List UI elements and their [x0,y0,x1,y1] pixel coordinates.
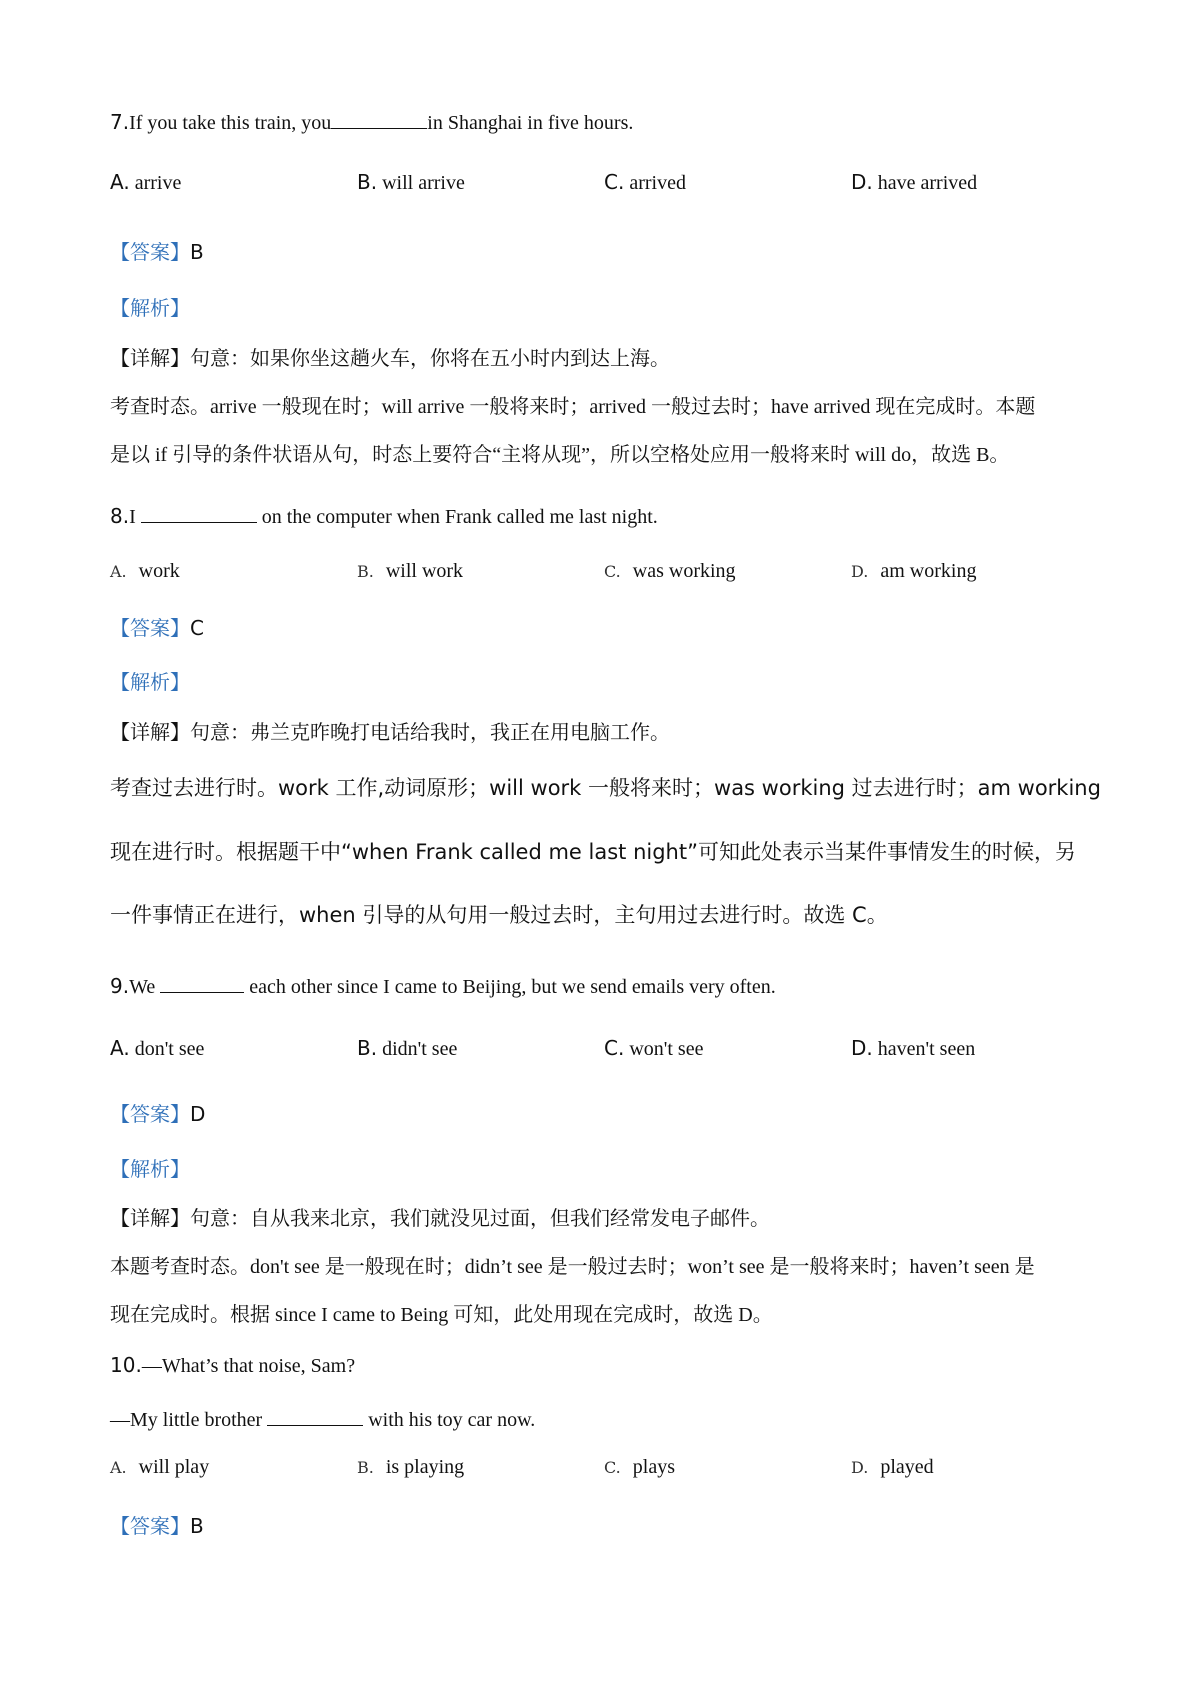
q9-answer [110,1098,205,1127]
q8-detail: 【详解】句意：弗兰克昨晚打电话给我时，我正在用电脑工作。 [110,722,670,744]
q9-explain-line-1: 本题考查时态。don't see 是一般现在时；didn’t see 是一般过去时；won’t see 是一般将来时；haven’t seen 是 [110,1256,1035,1278]
q7-stem-after: in Shanghai in five hours. [427,112,634,134]
q7-stem-before: If you take this train, you [129,112,332,134]
q9-option-c: C. won't see [604,1036,704,1060]
q9-answer-tag: 【答案】 [110,1102,190,1126]
q10-answer-tag: 【答案】 [110,1514,190,1538]
q7-answer [110,236,204,265]
q10-stem-2-after: with his toy car now. [363,1409,536,1431]
q9-option-b: B. didn't see [357,1036,458,1060]
q10-options [110,1456,1100,1486]
q9-options [110,1036,1100,1066]
q9-stem [110,974,776,999]
q8-answer-value: C [190,616,204,640]
q10-option-d: D. played [851,1456,934,1478]
q7-stem [110,110,633,135]
q7-option-d: D. have arrived [851,170,978,194]
q8-stem [110,504,658,529]
q7-explain-line-2: 是以 if 引导的条件状语从句，时态上要符合“主将从现”，所以空格处应用一般将来时 will do，故选 B。 [110,444,1010,466]
q10-stem-1: —What’s that noise, Sam? [141,1355,356,1377]
q8-explain-line-2: 现在进行时。根据题干中“when Frank called me last night”可知此处表示当某件事情发生的时候，另 [110,840,1076,864]
q9-stem-before: We [129,976,161,998]
q8-blank [141,506,257,523]
q7-options [110,170,1100,200]
q9-blank [160,976,244,993]
q7-number: 7. [110,110,130,134]
q9-analysis-tag: 【解析】 [110,1157,190,1181]
q8-stem-before: I [129,506,141,528]
q8-explain-line-1: 考查过去进行时。work 工作,动词原形；will work 一般将来时；was working 过去进行时；am working [110,776,1101,800]
q7-answer-value: B [190,240,204,264]
q9-explain-line-2: 现在完成时。根据 since I came to Being 可知，此处用现在完成时，故选 D。 [110,1304,773,1326]
q8-option-b: B. will work [357,560,464,582]
q9-option-a: A. don't see [110,1036,205,1060]
q10-answer [110,1510,204,1539]
q7-blank [331,112,427,129]
q8-option-d: D. am working [851,560,977,582]
q9-option-d: D. haven't seen [851,1036,976,1060]
q7-answer-tag: 【答案】 [110,240,190,264]
q8-option-c: C. was working [604,560,736,582]
q8-answer-tag: 【答案】 [110,616,190,640]
q9-detail: 【详解】句意：自从我来北京，我们就没见过面，但我们经常发电子邮件。 [110,1208,770,1230]
q7-option-b: B. will arrive [357,170,465,194]
q9-number: 9. [110,974,130,998]
q10-blank [267,1409,363,1426]
q7-detail: 【详解】句意：如果你坐这趟火车，你将在五小时内到达上海。 [110,348,670,370]
q10-option-a: A. will play [110,1456,210,1478]
q7-explain-line-1: 考查时态。arrive 一般现在时；will arrive 一般将来时；arrived 一般过去时；have arrived 现在完成时。本题 [110,396,1036,418]
q10-stem-2-before: —My little brother [110,1409,268,1431]
q7-option-c: C. arrived [604,170,686,194]
q7-option-a: A. arrive [110,170,182,194]
q10-stem-line-1 [110,1353,355,1378]
q9-stem-after: each other since I came to Beijing, but we send emails very often. [244,976,776,998]
q10-answer-value: B [190,1514,204,1538]
q10-number: 10. [110,1353,142,1377]
q8-answer [110,612,204,641]
q8-options [110,560,1100,590]
q8-number: 8. [110,504,130,528]
q10-stem-line-2 [110,1409,535,1432]
q10-option-c: C. plays [604,1456,675,1478]
q8-analysis-tag: 【解析】 [110,670,190,694]
q7-analysis-tag: 【解析】 [110,296,190,320]
q8-option-a: A. work [110,560,180,582]
q8-stem-after: on the computer when Frank called me last night. [256,506,658,528]
q9-answer-value: D [190,1102,206,1126]
q8-explain-line-3: 一件事情正在进行，when 引导的从句用一般过去时，主句用过去进行时。故选 C。 [110,903,888,927]
q10-option-b: B. is playing [357,1456,465,1478]
